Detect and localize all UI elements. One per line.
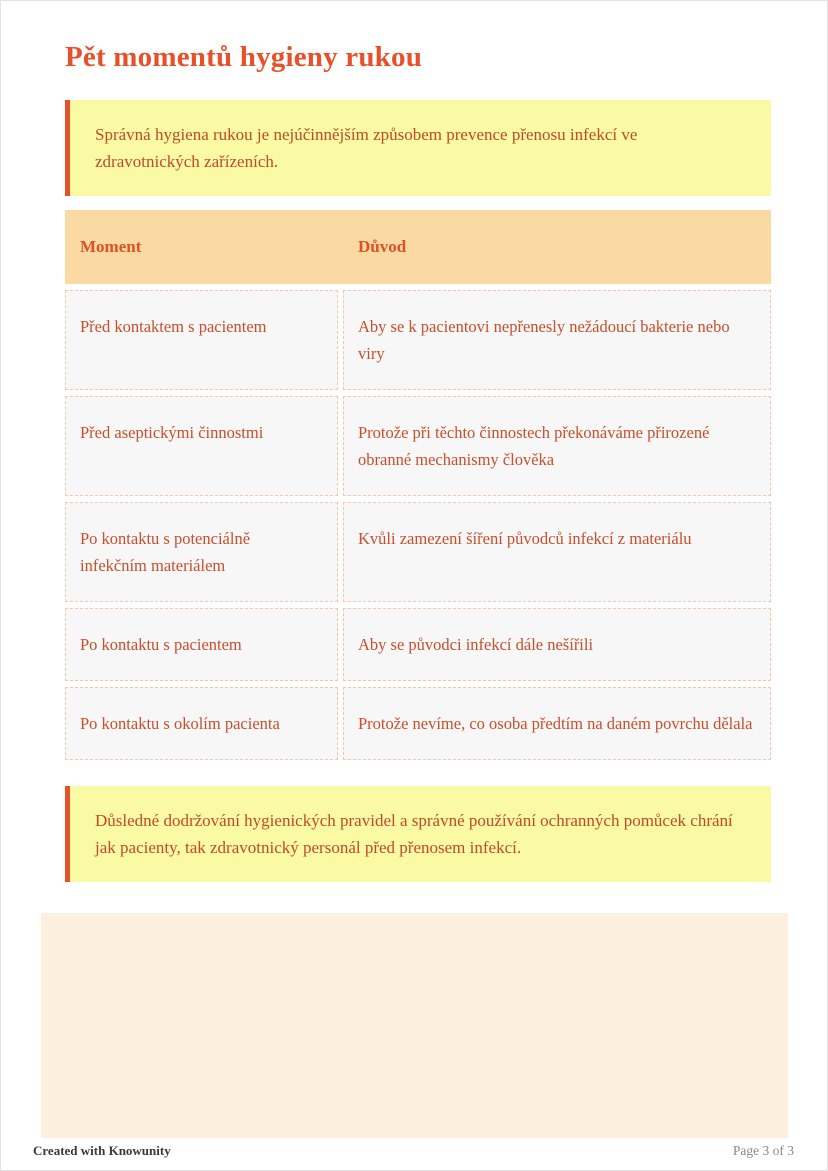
intro-callout (65, 100, 771, 196)
table-cell-moment: Před kontaktem s pacientem (65, 290, 338, 390)
page-title: Pět momentů hygieny rukou (65, 41, 423, 73)
table-body (65, 290, 771, 760)
table-cell-moment: Po kontaktu s okolím pacienta (65, 687, 338, 760)
image-placeholder-box (41, 913, 788, 1138)
table-cell-reason: Aby se původci infekcí dále nešířili (343, 608, 771, 681)
table-cell-reason: Protože při těchto činnostech překonáváme přirozené obranné mechanismy člověka (343, 396, 771, 496)
table-cell-moment: Po kontaktu s potenciálně infekčním materiálem (65, 502, 338, 602)
hand-hygiene-table (65, 210, 771, 760)
conclusion-callout (65, 786, 771, 882)
conclusion-callout-text: Důsledné dodržování hygienických pravidel a správné používání ochranných pomůcek chrání jak pacienty, tak zdravotnický personál před přenosem infekcí. (95, 811, 733, 857)
page-number: Page 3 of 3 (732, 1143, 794, 1158)
page-content (1, 41, 827, 882)
page-footer (1, 1143, 827, 1159)
table-header-reason: Důvod (358, 237, 407, 256)
table-cell-reason: Aby se k pacientovi nepřenesly nežádoucí bakterie nebo viry (343, 290, 771, 390)
table-header-row (65, 210, 771, 284)
footer-branding: Created with Knowunity (33, 1143, 171, 1158)
table-header-moment: Moment (80, 237, 142, 256)
table-cell-reason: Kvůli zamezení šíření původců infekcí z materiálu (343, 502, 771, 602)
intro-callout-text: Správná hygiena rukou je nejúčinnějším způsobem prevence přenosu infekcí ve zdravotnických zařízeních. (95, 125, 638, 171)
table-cell-reason: Protože nevíme, co osoba předtím na daném povrchu dělala (343, 687, 771, 760)
table-cell-moment: Před aseptickými činnostmi (65, 396, 338, 496)
table-cell-moment: Po kontaktu s pacientem (65, 608, 338, 681)
